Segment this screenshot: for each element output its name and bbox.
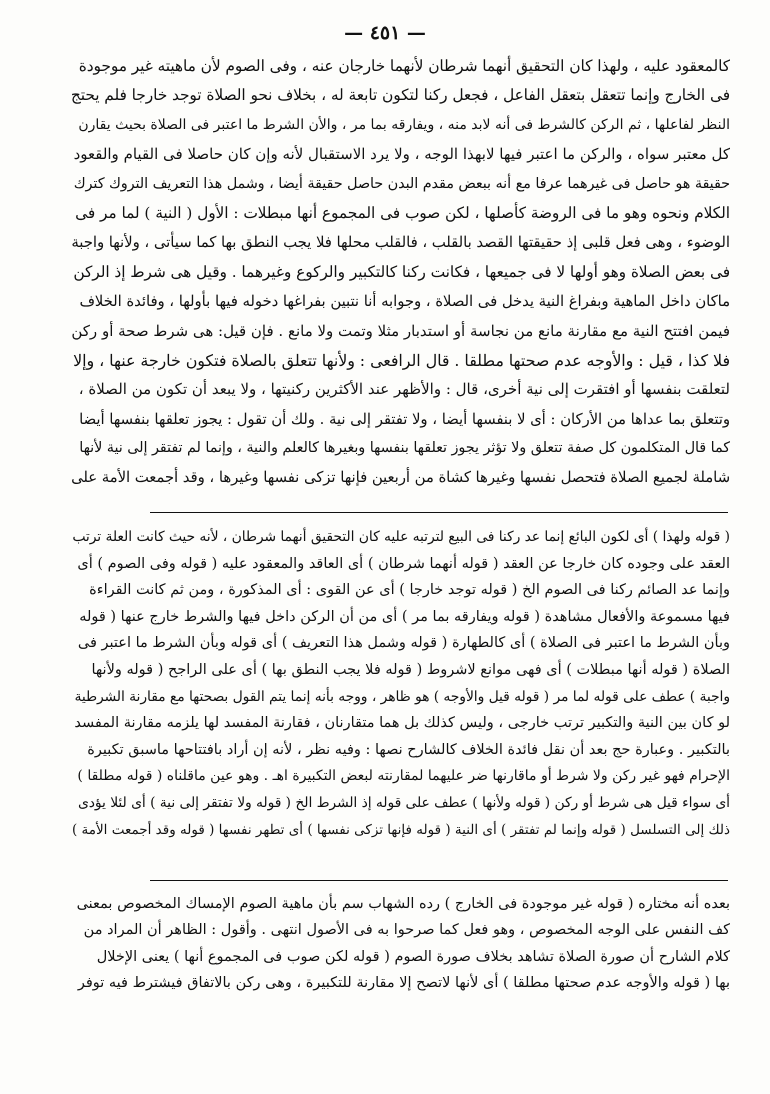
- main-text: [70, 52, 730, 493]
- page-number: — ٤٥١ —: [344, 22, 426, 44]
- main-text-line: النظر لفاعلها ، ثم الركن كالشرط فى أنه لابد منه ، ويفارقه بما مر ، والأن الشرط ما اعتبر فى الصلاة بحيث يقارن: [78, 116, 730, 133]
- main-text-line: وتتعلق بما عداها من الأركان : أى لا بنفسها أيضا ، ولا تفتقر إلى نية . ولك أن تقول : يجوز تعلقها بنفسها أيضا: [79, 410, 730, 428]
- main-text-line: فلا كذا ، قيل : والأوجه عدم صحتها مطلقا . قال الرافعى : ولأنها تتعلق بالصلاة فتكون خارجة عنها ، وإلا: [73, 350, 730, 370]
- commentary-line: ( قوله ولهذا ) أى لكون البائع إنما عد ركنا فى البيع لترتبه عليه كان التحقيق أنهما شرطان ، لأنه حيث كانت العلة ترتب: [72, 529, 730, 545]
- main-text-line: فى بعض الصلاة وهو أولها لا فى جميعها ، فكانت ركنا كالتكبير والركوع وغيرهما . وقيل هى شرط إذ الركن: [73, 262, 730, 281]
- main-text-line: فى الخارج وإنما تتعقل بتعقل الفاعل ، فجعل ركنا لتكون تابعة له ، بخلاف نحو الصلاة توجد خارجا فلم يحتج: [70, 86, 730, 105]
- main-text-line: الكلام ونحوه وهو ما فى الروضة كأصلها ، لكن صوب فى المجموع أنها مبطلات : الأول ( النية ) لما مر فى: [75, 203, 730, 222]
- commentary-second: [70, 891, 730, 997]
- commentary-line: واجبة ) عطف على قوله لما مر ( قوله قيل والأوجه ) هو ظاهر ، ووجه بأنه إنما يتم القول بصحتها مع مقارنة الشرطية: [74, 688, 730, 705]
- main-text-line: الوضوء ، وهى فعل قلبى إذ حقيقتها القصد بالقلب ، فالقلب محلها فلا يجب النطق بها كما سيأتى ، ولأنها واجبة: [71, 234, 730, 252]
- commentary-line: وإنما عد الصائم ركنا فى الصوم الخ ( قوله توجد خارجا ) أى عن القوى : أى المذكورة ، ومن ثم كانت القراءة: [89, 582, 730, 599]
- main-text-line: كالمعقود عليه ، ولهذا كان التحقيق أنهما شرطان لأنهما خارجان عنه ، وفى الصوم لأن ماهيته غير موجودة: [78, 57, 730, 75]
- divider-rule: [150, 512, 728, 513]
- commentary-line: العقد على وجوده كان خارجا عن العقد ( قوله أنهما شرطان ) أى العاقد والمعقود عليه ( قوله وفى الصوم ) أى: [77, 555, 730, 572]
- commentary-line: ذلك إلى التسلسل ( قوله وإنما لم تفتقر ) أى النية ( قوله فإنها تزكى نفسها ) أى تطهر نفسها ( قوله وقد أجمعت الأمة ): [71, 821, 730, 838]
- commentary-line: بها ( قوله والأوجه عدم صحتها مطلقا ) أى لأنها لاتصح إلا مقارنة للتكبيرة ، وهى ركن بالاتفاق فيشترط فيه توفر: [77, 975, 730, 992]
- main-text-line: حقيقة هو حاصل فى غيرهما عرفا مع أنه ببعض مقدم البدن حاصل حقيقة أيضا ، وشمل هذا التعريف التروك كترك: [73, 175, 730, 192]
- main-text-line: لتعلقت بنفسها أو افتقرت إلى نية أخرى، قال : والأظهر عند الأكثرين ركنيتها ، ولا يبعد أن تكون من الصلاة ،: [78, 380, 730, 399]
- commentary-line: وبأن الشرط ما اعتبر فى الصلاة ) أى كالطهارة ( قوله وشمل هذا التعريف ) أى قوله وبأن الشرط ما اعتبر فى: [77, 635, 730, 652]
- main-text-line: ماكان داخل الماهية وبفراغ النية يدخل فى الصلاة ، وجوابه أنا نتبين بفراغها دخوله فيها بأولها ، وفائدة الخلاف: [79, 293, 730, 311]
- main-text-line: شاملة لجميع الصلاة فتحصل نفسها وغيرها كشاة من أربعين فإنها تزكى نفسها وغيرها ، وقد أجمعت الأمة على: [71, 469, 730, 487]
- commentary-first: [70, 524, 730, 843]
- commentary-line: بالتكبير . وعبارة حج بعد أن نقل فائدة الخلاف كالشارح نصها : وفيه نظر ، لأنه إن أراد بافتتاحها ماسبق تكبيرة: [87, 741, 730, 758]
- commentary-line: الإحرام فهو غير ركن ولا شرط أو ماقارنها ضر عليهما لمقارنته لبعض التكبيرة اهـ . وهو عين ماقلناه ( قوله مطلقا ): [77, 768, 730, 785]
- main-text-line: كما قال المتكلمون كل صفة تتعلق ولا تؤثر يجوز تعلقها بنفسها وبغيرها كالعلم والنية ، وإنما لم تفتقر إلى نية لأنها: [79, 440, 730, 457]
- commentary-line: أى سواء قيل هى شرط أو ركن ( قوله ولأنها ) عطف على قوله إذ الشرط الخ ( قوله ولا تفتقر إلى نية ) أى لئلا يؤدى: [78, 794, 730, 811]
- commentary-line: لو كان بين النية والتكبير ترتب خارجى ، وليس كذلك بل هما متقارنان ، فقارنة المفسد لها يلزمه مقارنة المفسد: [74, 715, 730, 732]
- commentary-line: كف النفس على الوجه المخصوص ، وهو فعل كما صرحوا به فى الأصول انتهى . وأقول : الظاهر أن المراد من: [83, 922, 730, 939]
- commentary-line: فيها مسموعة والأفعال مشاهدة ( قوله ويفارقه بما مر ) أى من أن الركن داخل فيها والشرط خارج عنها ( قوله: [79, 608, 730, 625]
- commentary-line: بعده أنه مختاره ( قوله غير موجودة فى الخارج ) رده الشهاب سم بأن ماهية الصوم الإمساك المخصوص بمعنى: [76, 896, 730, 912]
- main-text-line: كل معتبر سواه ، والركن ما اعتبر فيها لابهذا الوجه ، ولا يرد الاستقبال لأنه وإن كان حاصلا فى القيام والقعود: [73, 145, 730, 164]
- commentary-line: الصلاة ( قوله أنها مبطلات ) أى فهى موانع لاشروط ( قوله فلا يجب النطق بها ) أى على الراجح ( قوله ولأنها: [91, 661, 730, 678]
- commentary-line: كلام الشارح أن صورة الصلاة تشاهد بخلاف صورة الصوم ( قوله لكن صوب فى المجموع أنها ) يعنى الإخلال: [96, 948, 730, 965]
- divider-rule: [150, 880, 728, 881]
- main-text-line: فيمن افتتح النية مع مقارنة مانع من نجاسة أو استدبار مثلا وتمت ولا مانع . فإن قيل: هى شرط صحة أو ركن: [71, 321, 730, 340]
